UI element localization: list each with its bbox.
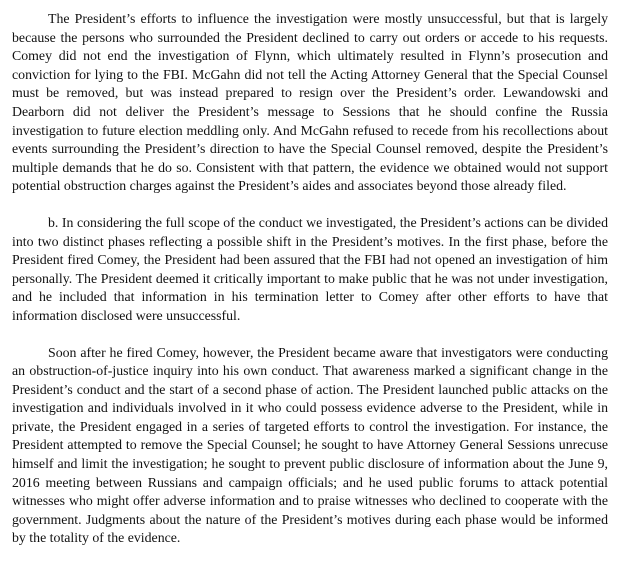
paragraph-first-phase: b. In considering the full scope of the conduct we investigated, the President’s actions can be divided into two distinct phases reflecting a possible shift in the President’s motives. In the first phase, before the President fired Comey, the President had been assured that the FBI had not opened an investigation of him personally. The President deemed it critically important to make public that he was not under investigation, and he included that information in his termination letter to Comey after other efforts to have that information disclosed were unsuccessful. xyxy=(12,214,608,323)
paragraph-witness-refusals: The President’s efforts to influence the investigation were mostly unsuccessful, but that is largely because the persons who surrounded the President declined to carry out orders or accede to his requests. Comey did not end the investigation of Flynn, which ultimately resulted in Flynn’s prosecution and conviction for lying to the FBI. McGahn did not tell the Acting Attorney General that the Special Counsel must be removed, but was instead prepared to resign over the President’s order. Lewandowski and Dearborn did not deliver the President’s message to Sessions that he should confine the Russia investigation to future election meddling only. And McGahn refused to recede from his recollections about events surrounding the President’s direction to have the Special Counsel removed, despite the President’s multiple demands that he do so. Consistent with that pattern, the evidence we obtained would not support potential obstruction charges against the President’s aides and associates beyond those already filed. xyxy=(12,11,608,194)
document-page xyxy=(12,10,608,548)
paragraph-second-phase: Soon after he fired Comey, however, the President became aware that investigators were conducting an obstruction-of-justice inquiry into his own conduct. That awareness marked a significant change in the President’s conduct and the start of a second phase of action. The President launched public attacks on the investigation and individuals involved in it who could possess evidence adverse to the President, while in private, the President engaged in a series of targeted efforts to control the investigation. For instance, the President attempted to remove the Special Counsel; he sought to have Attorney General Sessions unrecuse himself and limit the investigation; he sought to prevent public disclosure of information about the June 9, 2016 meeting between Russians and campaign officials; and he used public forums to attack potential witnesses who might offer adverse information and to praise witnesses who declined to cooperate with the government. Judgments about the nature of the President’s motives during each phase would be informed by the totality of the evidence. xyxy=(12,344,608,546)
